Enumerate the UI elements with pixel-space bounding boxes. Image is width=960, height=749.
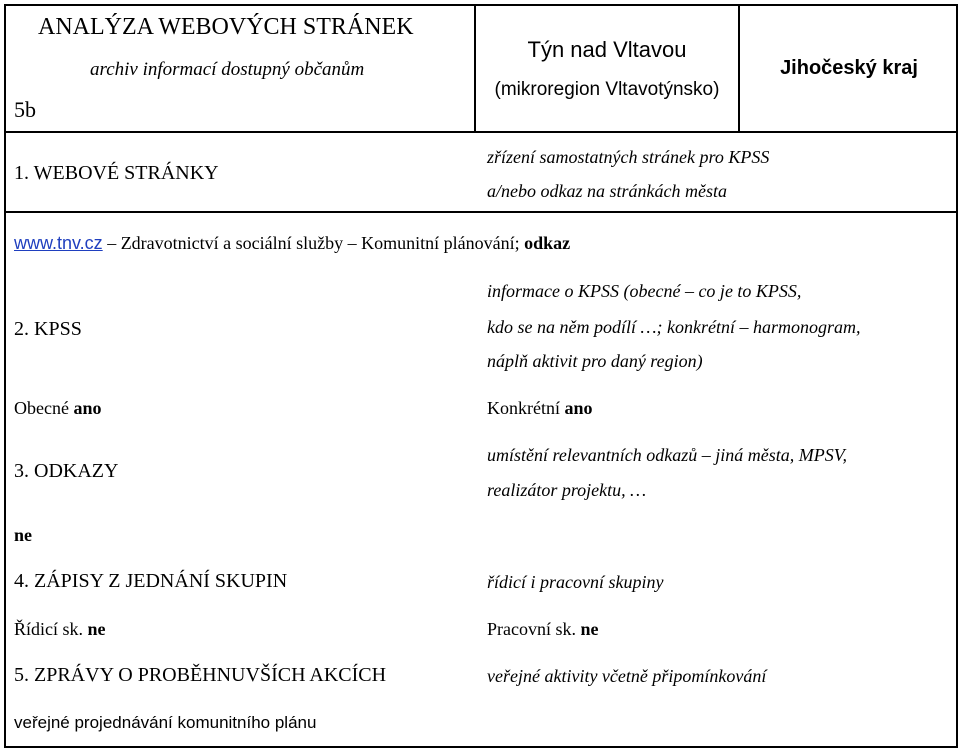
section2-title: 2. KPSS xyxy=(14,318,82,340)
general-info-value: ano xyxy=(73,398,102,418)
section1-note-line1: zřízení samostatných stránek pro KPSS xyxy=(487,147,770,167)
document-code: 5b xyxy=(14,97,36,122)
working-group-value: ne xyxy=(580,619,599,639)
header-divider-1 xyxy=(474,4,476,132)
section2-note-line1: informace o KPSS (obecné – co je to KPSS, xyxy=(487,281,802,301)
section2-note-line3: náplň aktivit pro daný region) xyxy=(487,351,703,371)
section1-title: 1. WEBOVÉ STRÁNKY xyxy=(14,162,219,184)
steering-group-value: ne xyxy=(87,619,106,639)
document-subtitle: archiv informací dostupný občanům xyxy=(90,59,365,80)
section1-note-line2: a/nebo odkaz na stránkách města xyxy=(487,181,727,201)
section1-link-row xyxy=(14,233,570,254)
section5-note: veřejné aktivity včetně připomínkování xyxy=(487,666,767,686)
form-frame xyxy=(4,4,958,748)
section5-title: 5. ZPRÁVY O PROBĚHNUVŠÍCH AKCÍCH xyxy=(14,664,387,686)
website-link[interactable]: www.tnv.cz xyxy=(14,233,103,253)
section3-note-line2: realizátor projektu, … xyxy=(487,480,647,500)
section4-note: řídicí i pracovní skupiny xyxy=(487,572,664,592)
town-name: Týn nad Vltavou xyxy=(527,37,687,62)
header-bottom-line xyxy=(4,131,958,133)
region-name: Jihočeský kraj xyxy=(780,57,918,79)
working-group-row xyxy=(487,619,599,640)
section5-value: veřejné projednávání komunitního plánu xyxy=(14,713,317,732)
section4-title: 4. ZÁPISY Z JEDNÁNÍ SKUPIN xyxy=(14,570,288,592)
website-path: – Zdravotnictví a sociální služby – Komunitní plánování; xyxy=(107,233,520,253)
section3-note-line1: umístění relevantních odkazů – jiná města, MPSV, xyxy=(487,445,847,465)
specific-info-label: Konkrétní xyxy=(487,398,560,418)
section1-value: odkaz xyxy=(524,233,571,253)
microregion-name: (mikroregion Vltavotýnsko) xyxy=(494,79,720,100)
steering-group-row xyxy=(14,619,106,640)
specific-info-row xyxy=(487,398,593,419)
specific-info-value: ano xyxy=(564,398,593,418)
document-title: ANALÝZA WEBOVÝCH STRÁNEK xyxy=(38,14,414,40)
general-info-row xyxy=(14,398,101,419)
section1-bottom-line xyxy=(4,211,958,213)
steering-group-label: Řídicí sk. xyxy=(14,619,84,639)
section3-title: 3. ODKAZY xyxy=(14,460,119,482)
working-group-label: Pracovní sk. xyxy=(487,619,576,639)
section2-note-line2: kdo se na něm podílí …; konkrétní – harmonogram, xyxy=(487,317,861,337)
section3-value: ne xyxy=(14,525,32,545)
general-info-label: Obecné xyxy=(14,398,69,418)
